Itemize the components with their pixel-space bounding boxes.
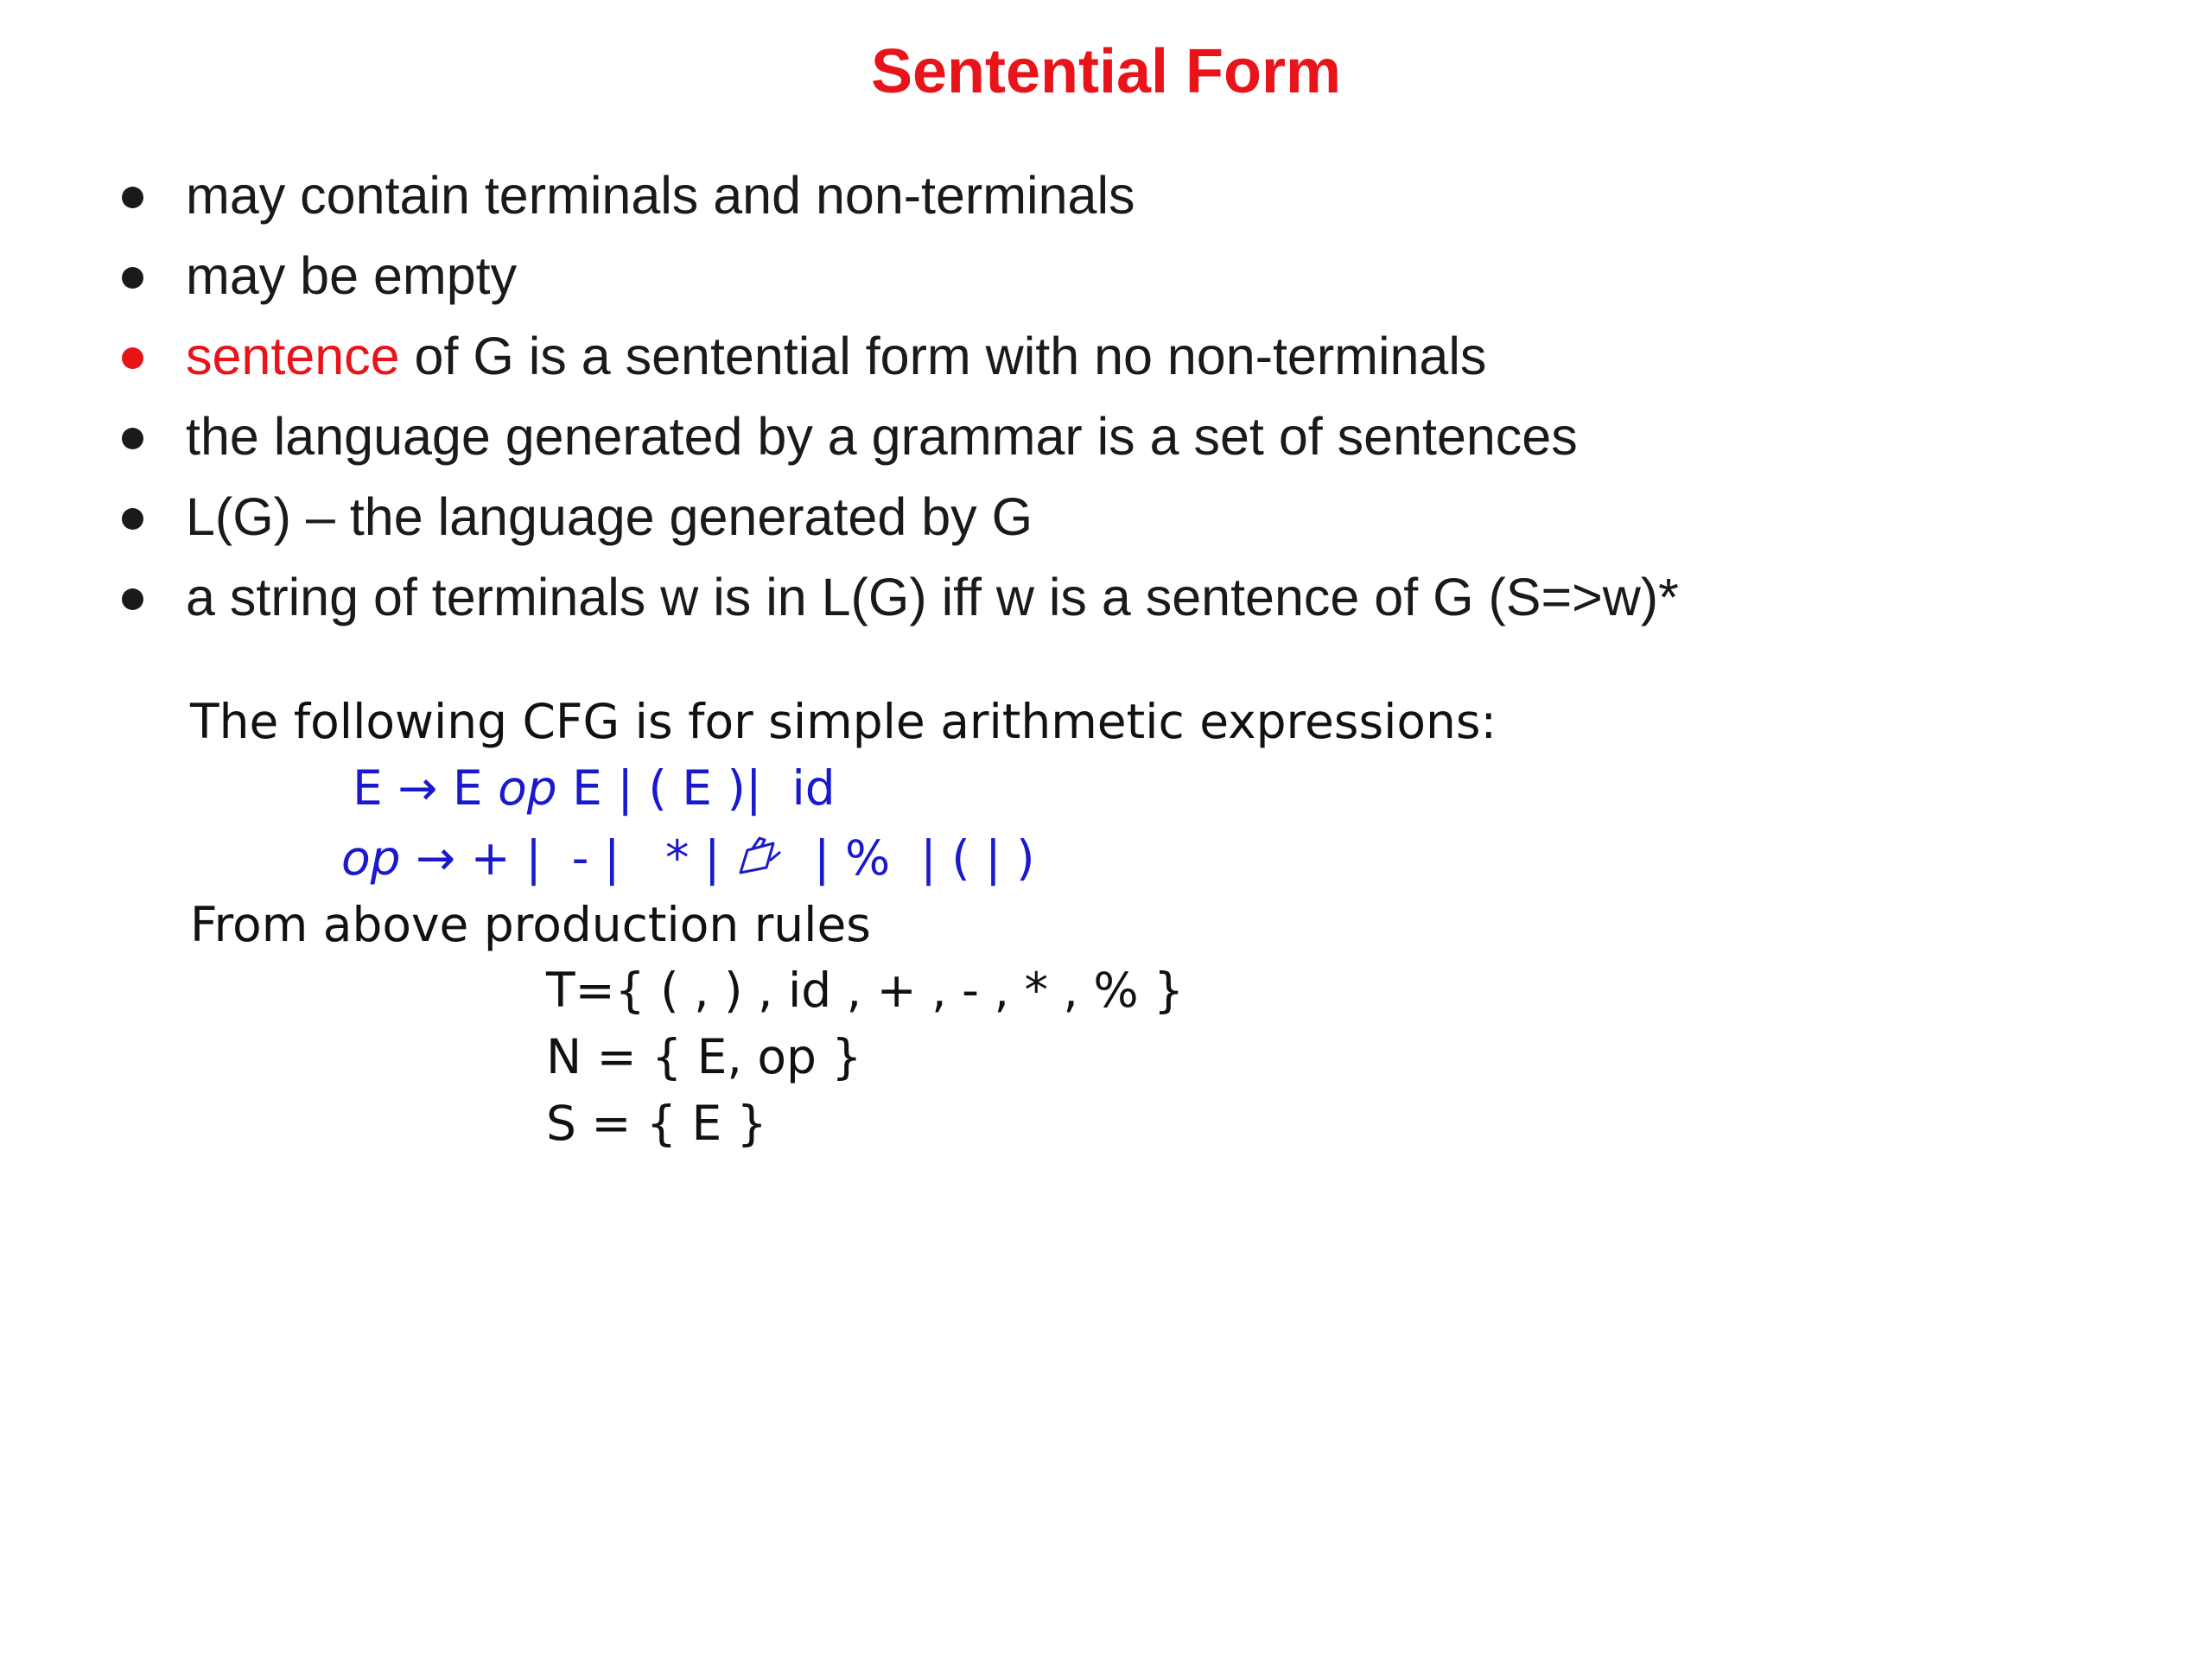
rule-part: + | - | * | [455, 830, 735, 886]
bullet-dot [122, 267, 143, 289]
rule-part: E [437, 760, 499, 816]
rule-part: | % | ( | ) [784, 830, 1035, 886]
bullet-text: may be empty [186, 246, 518, 305]
bullet-dot [122, 508, 143, 530]
start-symbol-set: S = { E } [546, 1096, 767, 1151]
bullet-text: L(G) – the language generated by G [186, 487, 1033, 546]
right-arrow-icon: → [416, 830, 456, 886]
nonterminals-set: N = { E, op } [546, 1029, 862, 1084]
rule-lhs: op [341, 830, 401, 886]
rule-part: E | ( E )| id [556, 760, 836, 816]
rule-op-italic: op [498, 760, 557, 816]
bullet-dot [122, 187, 143, 208]
production-rule-op [341, 828, 1035, 888]
production-rule-e [353, 758, 836, 818]
bullet-dot-highlight [122, 347, 143, 369]
bullet-text: a string of terminals w is in L(G) iff w is a sentence of G (S=>w)* [186, 568, 1679, 626]
cfg-intro-text: The following CFG is for simple arithmetic expressions: [190, 694, 1497, 749]
pencil-note-icon [735, 835, 784, 880]
bullet-dot [122, 428, 143, 449]
rule-lhs: E [353, 760, 383, 816]
right-arrow-icon: → [397, 760, 438, 816]
terminals-set: T={ ( , ) , id , + , - , * , % } [546, 963, 1185, 1018]
highlight-word: sentence [186, 327, 400, 385]
slide-title: Sentential Form [870, 37, 1342, 106]
bullet-text [186, 316, 1486, 397]
bullet-text-rest: of G is a sentential form with no non-terminals [399, 327, 1487, 385]
production-rules-heading: From above production rules [190, 897, 871, 952]
bullet-text: the language generated by a grammar is a set of sentences [186, 407, 1578, 466]
bullet-text: may contain terminals and non-terminals [186, 166, 1135, 225]
bullet-dot [122, 588, 143, 610]
